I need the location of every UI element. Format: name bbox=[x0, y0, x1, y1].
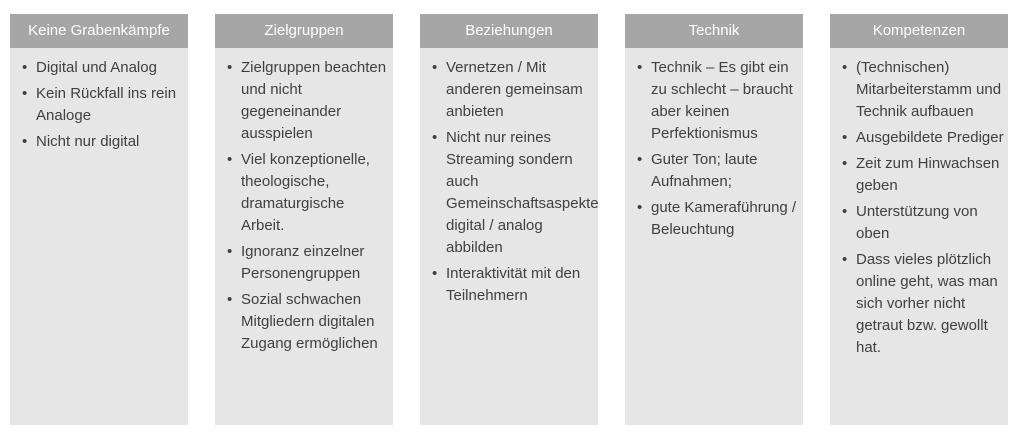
bullet-icon: • bbox=[227, 59, 233, 76]
list-item bbox=[227, 241, 389, 285]
list-item-text: Dass vieles plötzlich online geht, was man sich vorher nicht getraut bzw. gewollt hat. bbox=[856, 251, 998, 356]
bullet-list bbox=[625, 48, 803, 241]
list-item-text: Vernetzen / Mit anderen gemeinsam anbieten bbox=[446, 59, 583, 120]
list-item bbox=[637, 197, 799, 241]
bullet-icon: • bbox=[227, 243, 233, 260]
bullet-icon: • bbox=[227, 151, 233, 168]
bullet-icon: • bbox=[22, 85, 28, 102]
bullet-list bbox=[830, 48, 1008, 359]
list-item bbox=[22, 57, 184, 79]
list-item-text: Viel konzeptionelle, theologische, dramaturgische Arbeit. bbox=[241, 151, 370, 234]
list-item bbox=[842, 127, 1004, 149]
list-item bbox=[842, 249, 1004, 359]
list-item-text: Ausgebildete Prediger bbox=[856, 129, 1004, 146]
list-item-text: Nicht nur reines Streaming sondern auch Gemeinschaftsaspekte digital / analog abbilden bbox=[446, 129, 599, 256]
bullet-icon: • bbox=[432, 129, 438, 146]
bullet-icon: • bbox=[432, 59, 438, 76]
bullet-icon: • bbox=[637, 199, 643, 216]
bullet-list bbox=[420, 48, 598, 307]
bullet-list bbox=[10, 48, 188, 153]
list-item-text: Zielgruppen beachten und nicht gegeneinander ausspielen bbox=[241, 59, 387, 142]
list-item bbox=[22, 131, 184, 153]
column-header: Technik bbox=[625, 14, 803, 48]
column-header: Beziehungen bbox=[420, 14, 598, 48]
column-technik bbox=[625, 14, 803, 425]
column-zielgruppen bbox=[215, 14, 393, 425]
bullet-icon: • bbox=[842, 129, 848, 146]
column-header: Keine Grabenkämpfe bbox=[10, 14, 188, 48]
bullet-icon: • bbox=[842, 203, 848, 220]
list-item-text: Interaktivität mit den Teilnehmern bbox=[446, 265, 581, 304]
bullet-icon: • bbox=[842, 251, 848, 268]
bullet-icon: • bbox=[227, 291, 233, 308]
list-item bbox=[842, 153, 1004, 197]
list-item bbox=[227, 289, 389, 355]
bullet-icon: • bbox=[22, 59, 28, 76]
bullet-icon: • bbox=[637, 151, 643, 168]
list-item-text: Nicht nur digital bbox=[36, 133, 140, 150]
bullet-icon: • bbox=[842, 155, 848, 172]
list-item bbox=[22, 83, 184, 127]
list-item bbox=[432, 57, 594, 123]
list-item-text: Guter Ton; laute Aufnahmen; bbox=[651, 151, 758, 190]
bullet-icon: • bbox=[842, 59, 848, 76]
list-item-text: Sozial schwachen Mitgliedern digitalen Zugang ermöglichen bbox=[241, 291, 378, 352]
list-item-text: (Technischen) Mitarbeiterstamm und Technik aufbauen bbox=[856, 59, 1002, 120]
bullet-icon: • bbox=[432, 265, 438, 282]
column-header: Kompetenzen bbox=[830, 14, 1008, 48]
column-keine-grabenkaempfe bbox=[10, 14, 188, 425]
list-item-text: Kein Rückfall ins rein Analoge bbox=[36, 85, 177, 124]
column-header: Zielgruppen bbox=[215, 14, 393, 48]
list-item-text: Technik – Es gibt ein zu schlecht – braucht aber keinen Perfektionismus bbox=[651, 59, 793, 142]
list-item bbox=[227, 149, 389, 237]
bullet-icon: • bbox=[22, 133, 28, 150]
list-item bbox=[432, 263, 594, 307]
list-item-text: gute Kameraführung / Beleuchtung bbox=[651, 199, 797, 238]
list-item bbox=[637, 57, 799, 145]
column-kompetenzen bbox=[830, 14, 1008, 425]
bullet-icon: • bbox=[637, 59, 643, 76]
list-item bbox=[637, 149, 799, 193]
list-item bbox=[227, 57, 389, 145]
list-item bbox=[842, 57, 1004, 123]
list-item bbox=[432, 127, 599, 259]
list-item-text: Ignoranz einzelner Personengruppen bbox=[241, 243, 365, 282]
list-item-text: Zeit zum Hinwachsen geben bbox=[856, 155, 1000, 194]
bullet-list bbox=[215, 48, 393, 355]
list-item-text: Unterstützung von oben bbox=[856, 203, 978, 242]
column-beziehungen bbox=[420, 14, 598, 425]
list-item bbox=[842, 201, 1004, 245]
list-item-text: Digital und Analog bbox=[36, 59, 157, 76]
